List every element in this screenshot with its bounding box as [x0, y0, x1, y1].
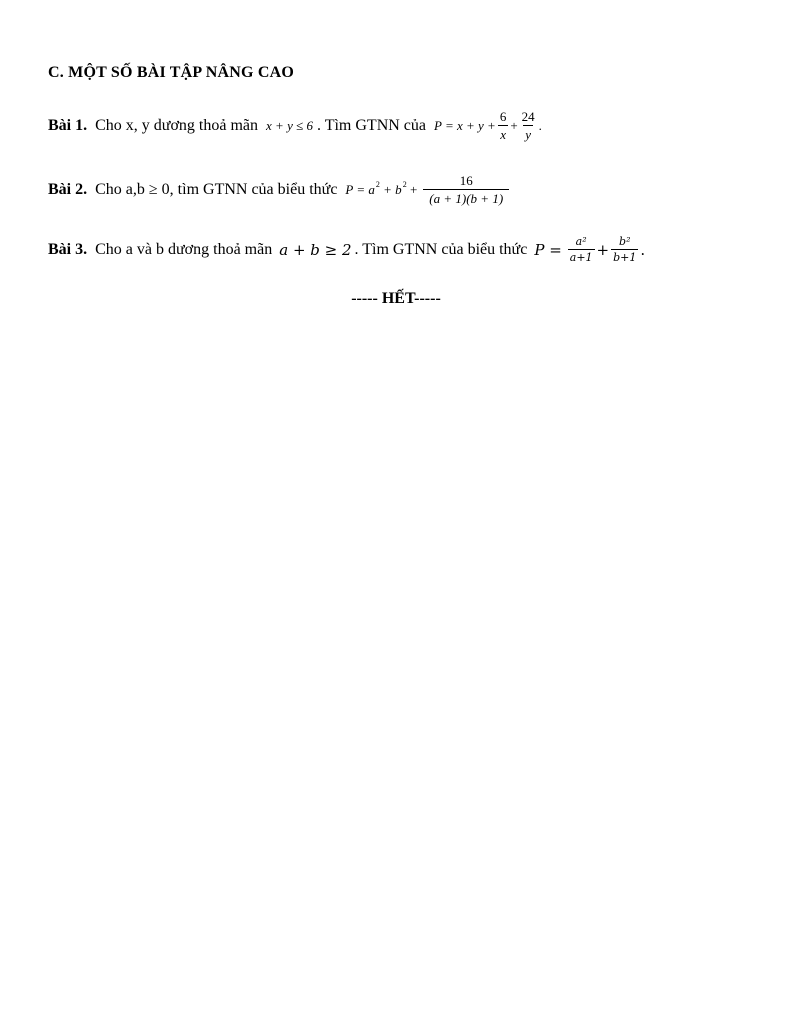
plus-sign: + [406, 181, 418, 197]
expression-lhs: P = x + y + [434, 117, 496, 133]
end-mark: ----- HẾT----- [351, 290, 441, 307]
fraction-denominator: a+1 [569, 251, 593, 264]
problem-3-text-2: . Tìm GTNN của biểu thức [354, 240, 532, 258]
fraction-16-over-product [423, 172, 509, 207]
problem-3-text: Cho a và b dương thoả mãn [91, 240, 277, 258]
fraction-numerator: 6 [499, 109, 507, 124]
plus-sign: + [596, 240, 610, 259]
fraction-6-over-x [498, 108, 509, 143]
fraction-numerator: 24 [521, 109, 535, 124]
period: . [538, 117, 542, 133]
fraction-denominator: b+1 [613, 251, 637, 264]
problem-1-text: Cho x, y dương thoả mãn [91, 116, 263, 134]
problem-1 [48, 108, 546, 143]
problem-3-label: Bài 3. [48, 240, 88, 258]
exponent: 2 [402, 180, 407, 189]
problem-2 [48, 172, 515, 207]
fraction-numerator: b² [619, 235, 631, 248]
problem-3 [48, 234, 648, 265]
fraction-b2-over-b-plus-1 [611, 234, 638, 265]
fraction-24-over-y [520, 108, 537, 143]
fraction-numerator: 16 [459, 173, 473, 188]
problem-1-condition: x + y ≤ 6 [266, 117, 313, 133]
problem-2-label: Bài 2. [48, 180, 88, 198]
problem-1-expression [434, 108, 542, 143]
expression-lhs: P = a [345, 181, 375, 197]
fraction-denominator: y [525, 127, 532, 142]
problem-2-expression [345, 172, 511, 207]
fraction-a2-over-a-plus-1 [568, 234, 595, 265]
fraction-denominator: x [500, 127, 506, 142]
problem-2-text: Cho a,b ≥ 0, tìm GTNN của biểu thức [91, 180, 342, 198]
problem-3-expression [534, 234, 645, 265]
exponent: 2 [375, 180, 380, 189]
fraction-denominator: (a + 1)(b + 1) [423, 189, 509, 207]
problem-1-text-2: . Tìm GTNN của [316, 116, 430, 134]
plus-sign: + [510, 117, 518, 133]
fraction-numerator: a² [575, 235, 587, 248]
expression-lhs: P = [534, 240, 562, 259]
problem-1-label: Bài 1. [48, 116, 88, 134]
expression-mid: + b [379, 181, 402, 197]
period: . [640, 240, 646, 259]
section-title: C. MỘT SỐ BÀI TẬP NÂNG CAO [48, 64, 294, 81]
problem-3-condition: a + b ≥ 2 [279, 240, 352, 259]
